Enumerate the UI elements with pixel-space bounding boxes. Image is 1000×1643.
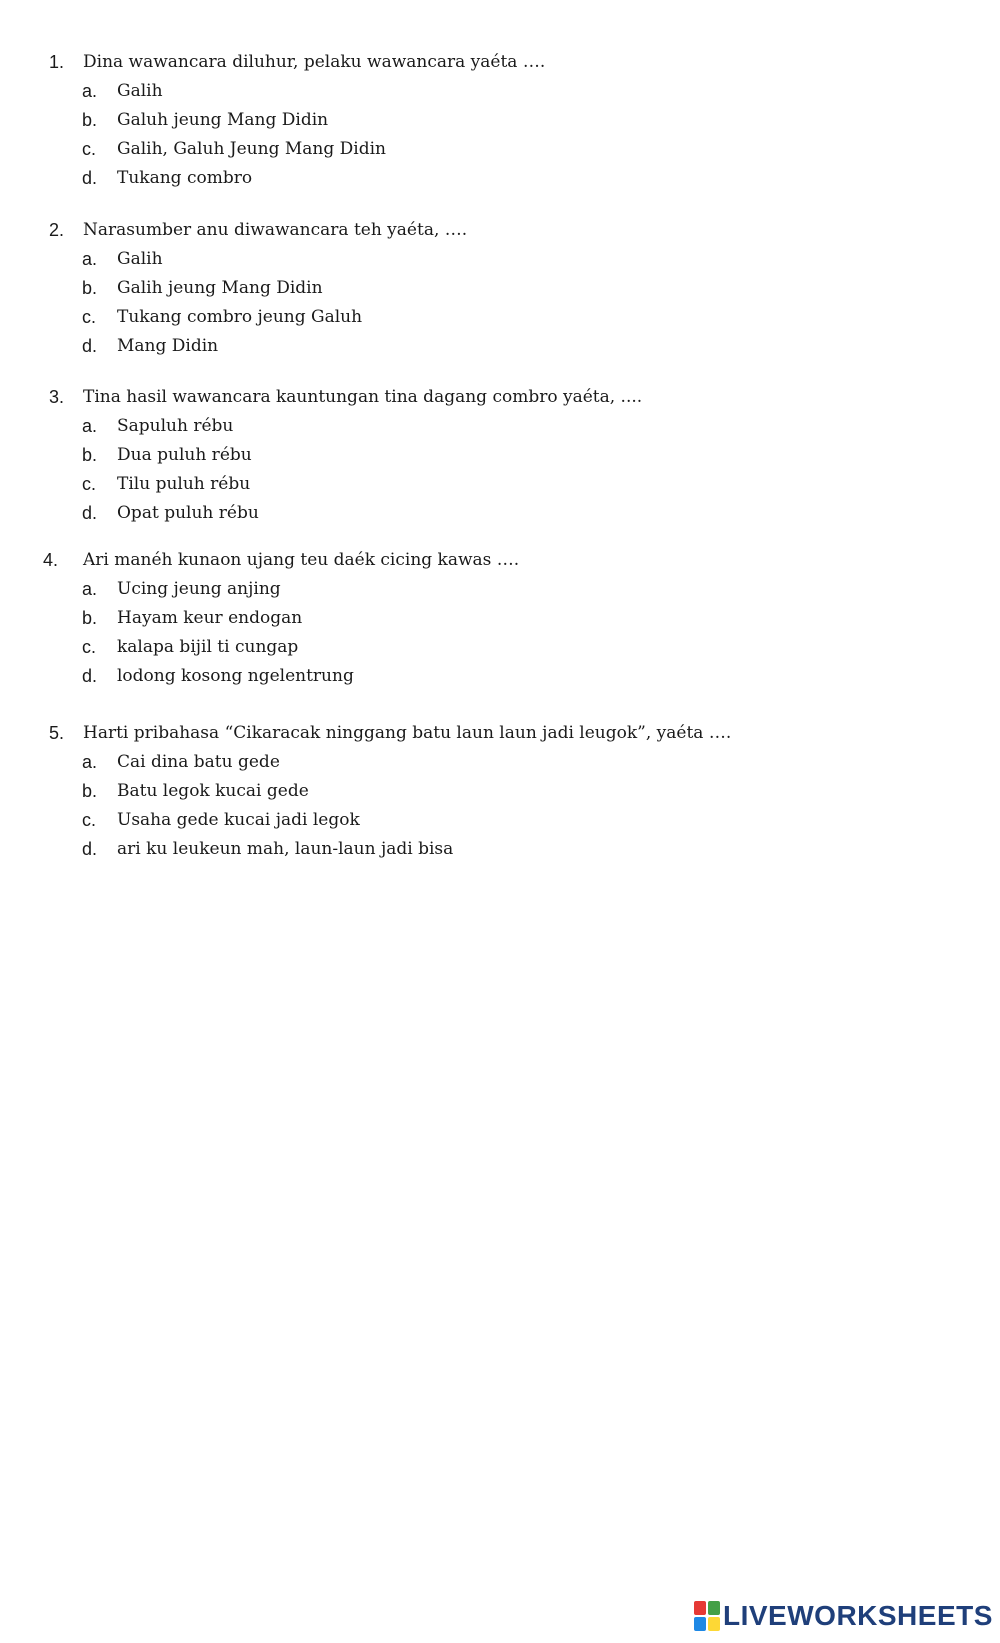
option-letter: d. [82,336,98,356]
option-letter: d. [82,839,98,859]
option-letter: b. [82,445,98,465]
logo-square-red [694,1601,706,1615]
option-text: Sapuluh rébu [117,416,234,436]
option-text: Opat puluh rébu [117,503,259,523]
option-letter: c. [82,637,97,657]
liveworksheets-logo-icon [694,1601,720,1631]
option-letter: a. [82,249,98,269]
option-text: Mang Didin [117,336,219,356]
question-number: 1. [48,52,64,72]
logo-square-blue [694,1617,706,1631]
option-letter: b. [82,278,98,298]
option-letter: b. [82,781,98,801]
option-letter: b. [82,608,98,628]
option-letter: b. [82,110,98,130]
option-text: Usaha gede kucai jadi legok [117,810,360,830]
question-number: 3. [48,387,64,407]
option-letter: c. [82,139,97,159]
option-text: Tilu puluh rébu [117,474,251,494]
question-text: Ari manéh kunaon ujang teu daék cicing kawas …. [83,550,520,570]
option-letter: c. [82,810,97,830]
logo-square-yellow [708,1617,720,1631]
option-text: Galih, Galuh Jeung Mang Didin [117,139,386,159]
option-letter: a. [82,416,98,436]
question-number: 5. [48,723,64,743]
option-text: ari ku leukeun mah, laun-laun jadi bisa [117,839,454,859]
option-letter: d. [82,666,98,686]
option-text: Batu legok kucai gede [117,781,309,801]
option-letter: d. [82,168,98,188]
watermark-text: LIVEWORKSHEETS [723,1600,993,1631]
option-text: Galih [117,249,163,269]
option-text: Galuh jeung Mang Didin [117,110,329,130]
option-text: lodong kosong ngelentrung [117,666,354,686]
option-text: Tukang combro [117,168,253,188]
question-text: Narasumber anu diwawancara teh yaéta, …. [83,220,468,240]
liveworksheets-watermark [694,1598,993,1634]
option-letter: a. [82,579,98,599]
option-letter: a. [82,81,98,101]
option-letter: c. [82,474,97,494]
option-text: Galih [117,81,163,101]
option-text: kalapa bijil ti cungap [117,637,299,657]
option-text: Cai dina batu gede [117,752,280,772]
logo-square-green [708,1601,720,1615]
option-text: Dua puluh rébu [117,445,252,465]
question-text: Harti pribahasa “Cikaracak ninggang batu laun laun jadi leugok”, yaéta …. [83,723,732,743]
question-number: 2. [48,220,64,240]
option-text: Ucing jeung anjing [117,579,281,599]
option-text: Galih jeung Mang Didin [117,278,323,298]
question-number: 4. [42,550,58,570]
option-letter: a. [82,752,98,772]
question-text: Dina wawancara diluhur, pelaku wawancara yaéta …. [83,52,546,72]
option-letter: d. [82,503,98,523]
option-text: Hayam keur endogan [117,608,303,628]
option-text: Tukang combro jeung Galuh [117,307,363,327]
option-letter: c. [82,307,97,327]
question-text: Tina hasil wawancara kauntungan tina dagang combro yaéta, .... [83,387,643,407]
